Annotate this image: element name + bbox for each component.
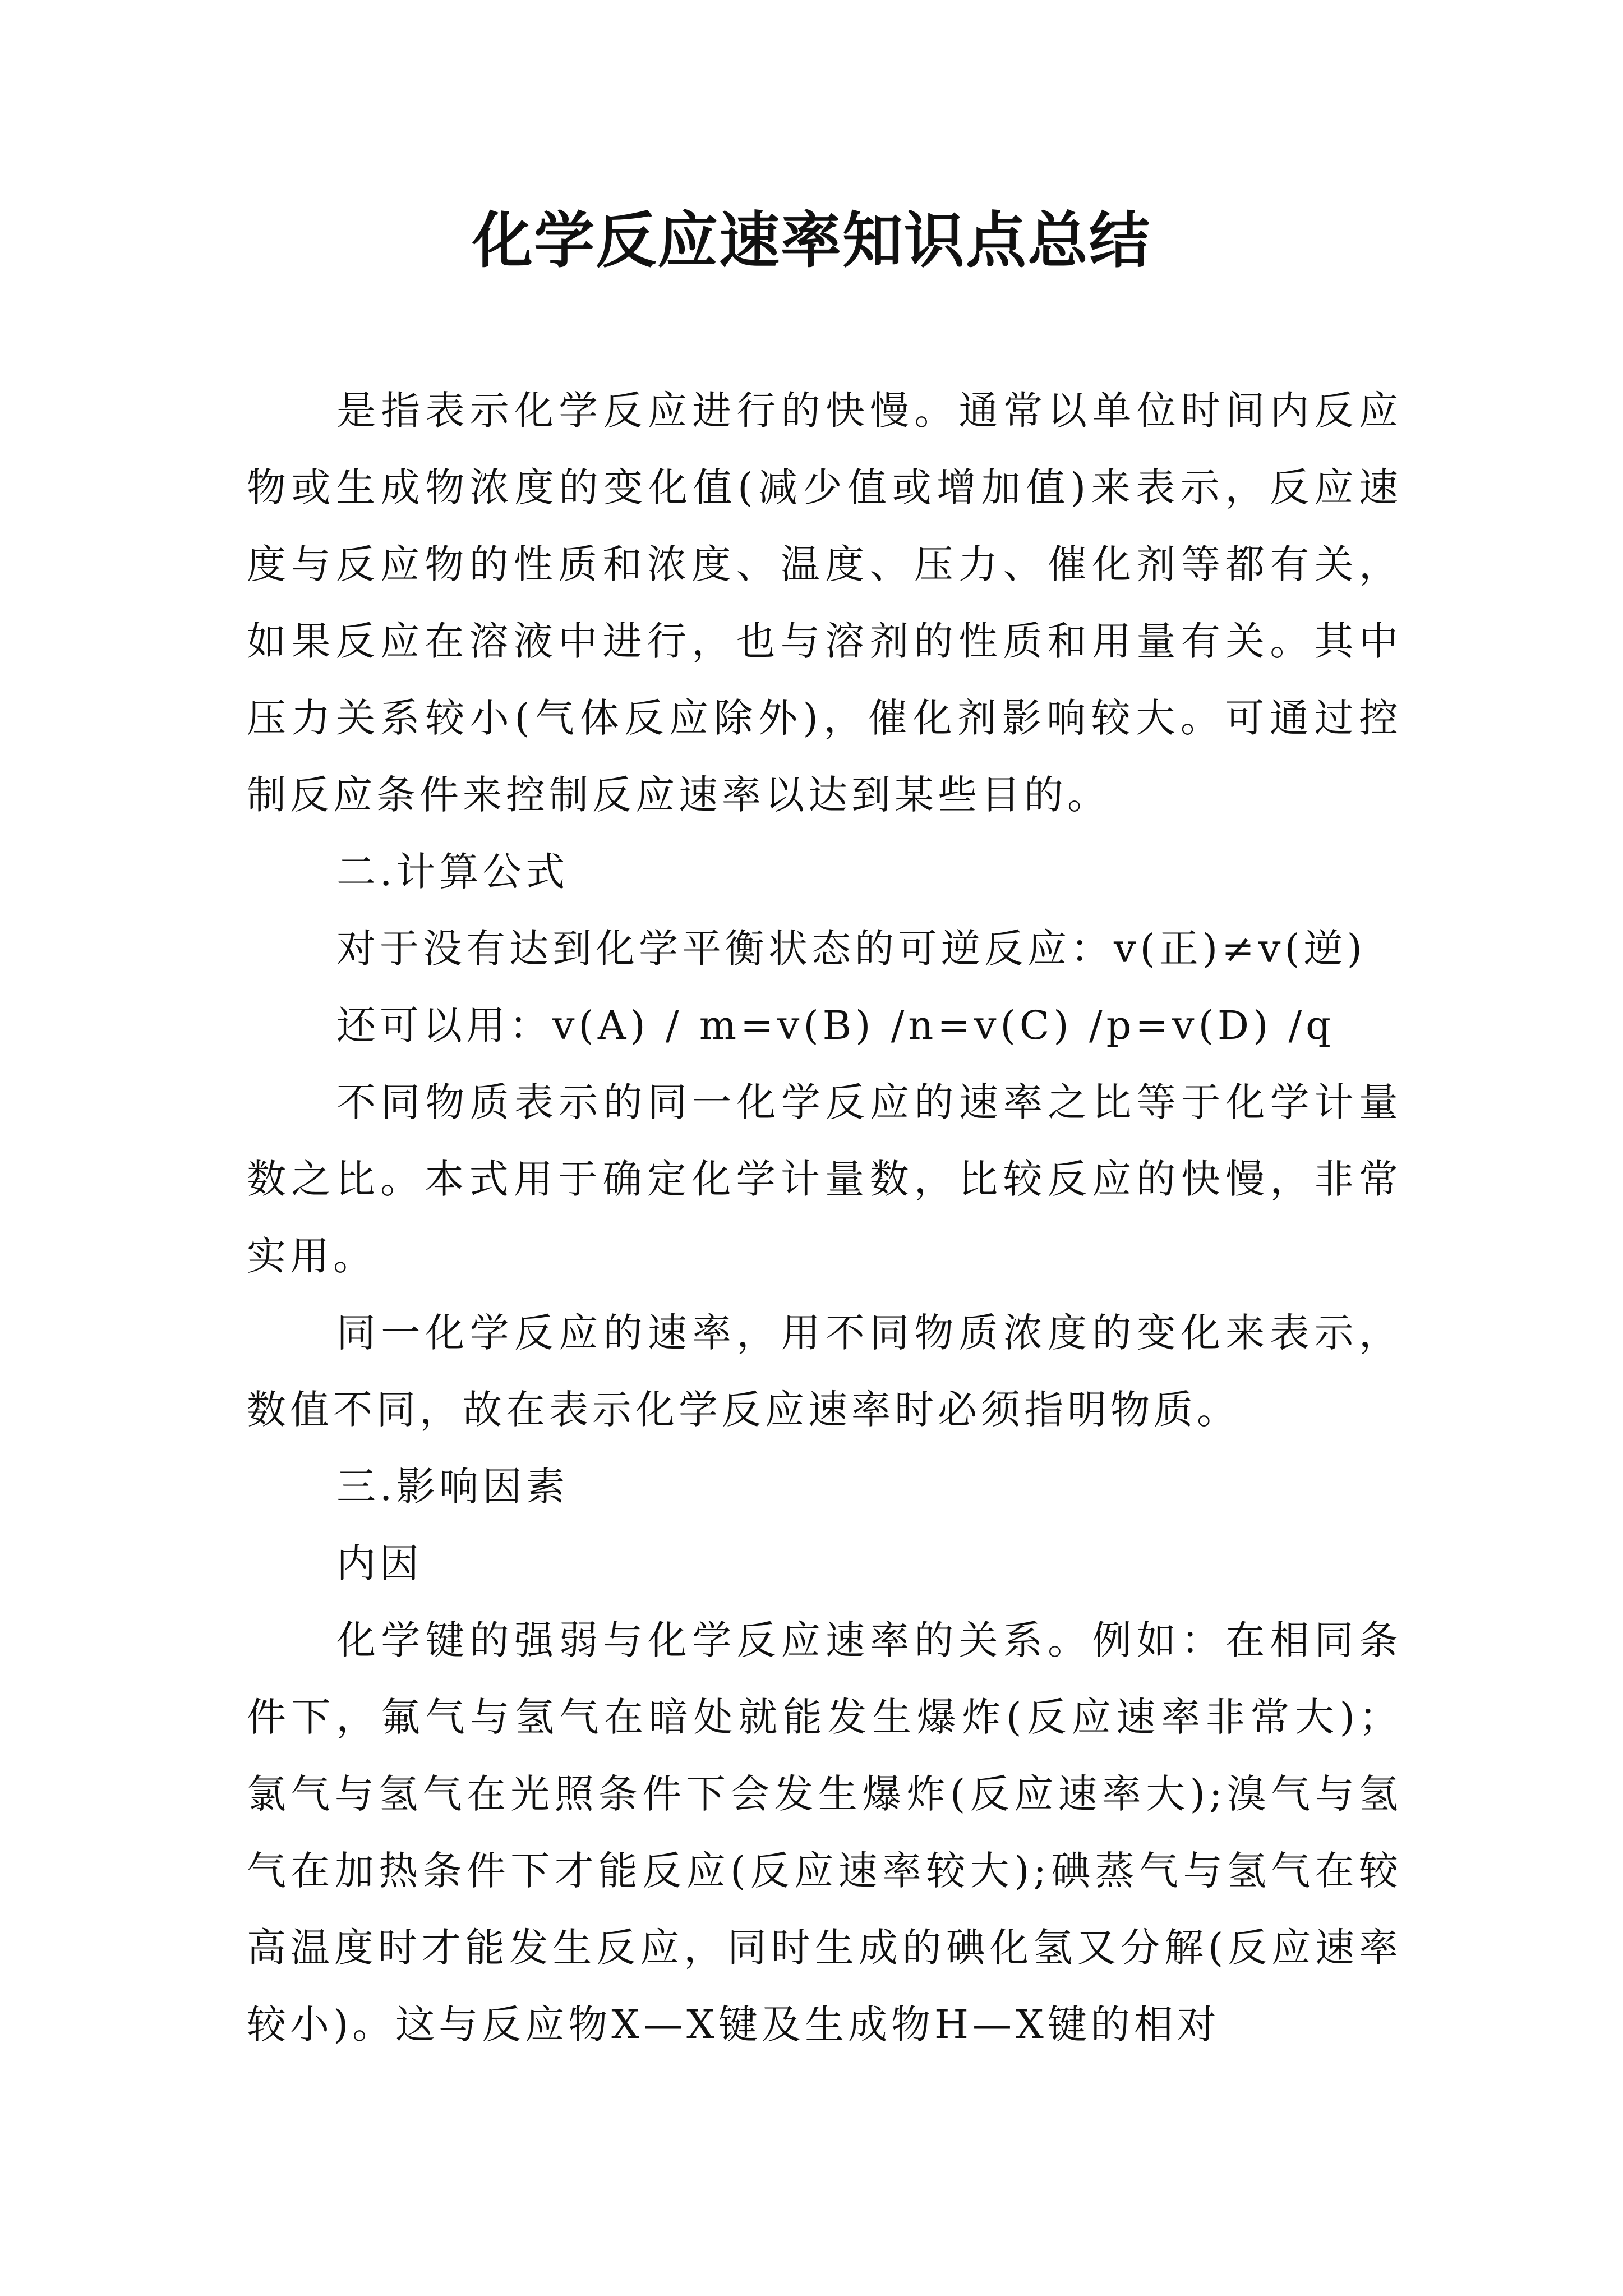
document-body bbox=[247, 372, 1402, 2063]
heading-formula: 二.计算公式 bbox=[336, 849, 569, 895]
paragraph-reversible-reaction: 对于没有达到化学平衡状态的可逆反应：v(正)≠v(逆) bbox=[336, 926, 1366, 972]
heading-influencing-factors: 三.影响因素 bbox=[336, 1464, 569, 1510]
paragraph-specify-substance: 同一化学反应的速率，用不同物质浓度的变化来表示，数值不同，故在表示化学反应速率时必须指明物质。 bbox=[247, 1310, 1402, 1433]
paragraph-stoichiometry: 不同物质表示的同一化学反应的速率之比等于化学计量数之比。本式用于确定化学计量数，比较反应的快慢，非常实用。 bbox=[247, 1079, 1402, 1279]
heading-internal-factors: 内因 bbox=[336, 1540, 423, 1586]
paragraph-rate-ratio-formula: 还可以用：v(A) / m=v(B) /n=v(C) /p=v(D) /q bbox=[336, 1002, 1335, 1048]
paragraph-definition: 是指表示化学反应进行的快慢。通常以单位时间内反应物或生成物浓度的变化值(减少值或增加值)来表示，反应速度与反应物的性质和浓度、温度、压力、催化剂等都有关，如果反应在溶液中进行，也与溶剂的性质和用量有关。其中压力关系较小(气体反应除外)，催化剂影响较大。可通过控制反应条件来控制反应速率以达到某些目的。 bbox=[247, 388, 1402, 818]
document-title: 化学反应速率知识点总结 bbox=[472, 206, 1151, 276]
paragraph-bond-strength: 化学键的强弱与化学反应速率的关系。例如：在相同条件下，氟气与氢气在暗处就能发生爆炸(反应速率非常大)；氯气与氢气在光照条件下会发生爆炸(反应速率大);溴气与氢气在加热条件下才能反应(反应速率较大);碘蒸气与氢气在较高温度时才能发生反应，同时生成的碘化氢又分解(反应速率较小)。这与反应物X—X键及生成物H—X键的相对 bbox=[247, 1617, 1402, 2047]
